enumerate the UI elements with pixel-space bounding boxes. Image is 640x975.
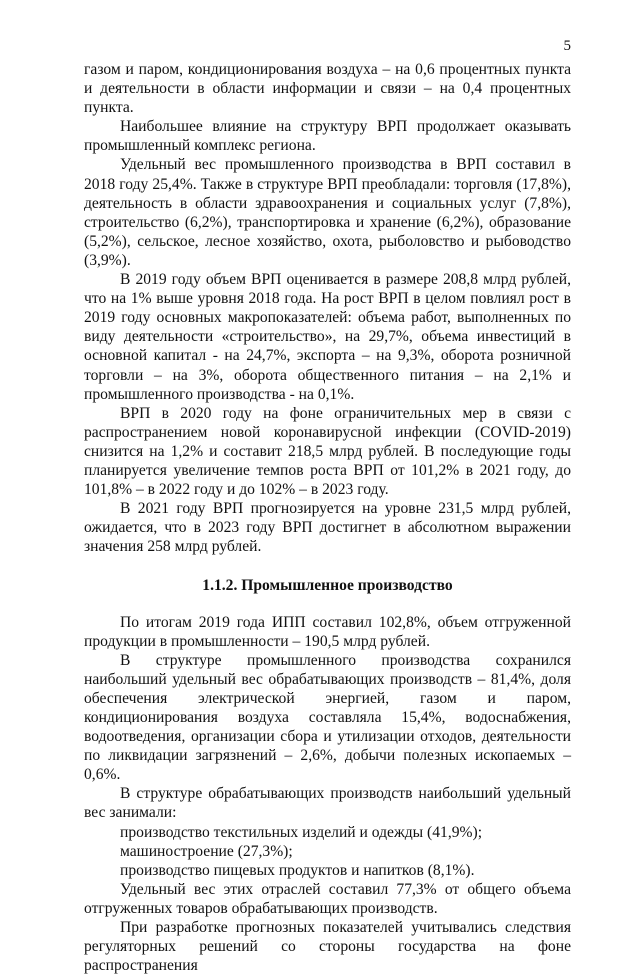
paragraph: В структуре обрабатывающих производств наибольший удельный вес занимали: xyxy=(84,785,571,822)
paragraph-continuation: газом и паром, кондиционирования воздуха – на 0,6 процентных пункта и деятельности в области информации и связи – на 0,4 процентных пункта. xyxy=(84,61,571,117)
page-number: 5 xyxy=(563,38,571,54)
list-item: машиностроение (27,3%); xyxy=(120,842,293,860)
paragraph: При разработке прогнозных показателей учитывались следствия регуляторных решений со стороны государства на фоне распространения xyxy=(84,919,571,975)
paragraph: В структуре промышленного производства сохранился наибольший удельный вес обрабатывающих производств – 81,4%, доля обеспечения электрической энергией, газом и паром, кондиционирования воздуха составляла 15,4%, водоснабжения, водоотведения, организации сбора и утилизации отходов, деятельности по ликвидации загрязнений – 2,6%, добычи полезных ископаемых – 0,6%. xyxy=(84,651,571,784)
paragraph: Удельный вес этих отраслей составил 77,3% от общего объема отгруженных товаров обрабатывающих производств. xyxy=(84,880,571,917)
list-item: производство пищевых продуктов и напитков (8,1%). xyxy=(120,861,475,879)
paragraph: По итогам 2019 года ИПП составил 102,8%, объем отгруженной продукции в промышленности – 190,5 млрд рублей. xyxy=(84,613,571,650)
paragraph: В 2019 году объем ВРП оценивается в размере 208,8 млрд рублей, что на 1% выше уровня 2018 года. На рост ВРП в целом повлиял рост в 2019 году основных макропоказателей: объема работ, выполненных по виду деятельности «строительство», на 29,7%, объема инвестиций в основной капитал - на 24,7%, экспорта – на 9,3%, оборота розничной торговли – на 3%, оборота общественного питания – на 2,1% и промышленного производства - на 0,1%. xyxy=(84,271,571,403)
paragraph: В 2021 году ВРП прогнозируется на уровне 231,5 млрд рублей, ожидается, что в 2023 году ВРП достигнет в абсолютном выражении значения 258 млрд рублей. xyxy=(84,500,571,556)
paragraph: Наибольшее влияние на структуру ВРП продолжает оказывать промышленный комплекс региона. xyxy=(84,118,571,155)
paragraph: Удельный вес промышленного производства в ВРП составил в 2018 году 25,4%. Также в структуре ВРП преобладали: торговля (17,8%), деятельность в области здравоохранения и социальных услуг (7,8%), строительство (6,2%), транспортировка и хранение (6,2%), образование (5,2%), сельское, лесное хозяйство, охота, рыболовство и рыбоводство (3,9%). xyxy=(84,156,571,269)
list-item: производство текстильных изделий и одежды (41,9%); xyxy=(120,823,483,841)
paragraph: ВРП в 2020 году на фоне ограничительных мер в связи с распространением новой коронавирусной инфекции (COVID-2019) снизится на 1,2% и составит 218,5 млрд рублей. В последующие годы планируется увеличение темпов роста ВРП от 101,2% в 2021 году, до 101,8% – в 2022 году и до 102% – в 2023 году. xyxy=(84,404,571,499)
section-heading: 1.1.2. Промышленное производство xyxy=(202,577,453,595)
document-body xyxy=(84,60,571,975)
